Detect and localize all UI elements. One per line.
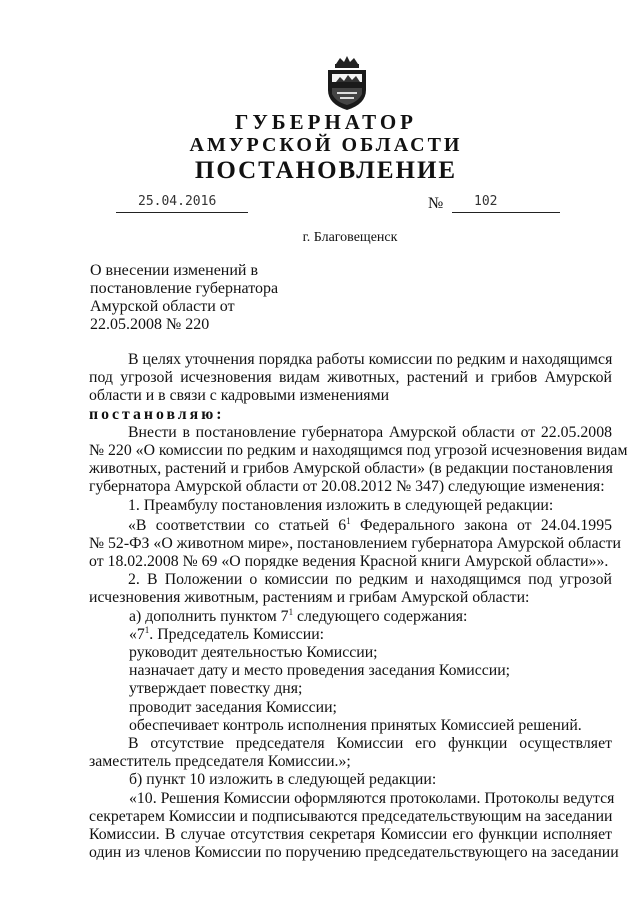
body-text: Федерального закона от 24.04.1995 [350,516,612,534]
body-line: 1. Преамбулу постановления изложить в следующей редакции: [128,496,554,514]
city-label: г. Благовещенск [302,230,398,245]
body-line [89,626,612,644]
body-line: В целях уточнения порядка работы комиссии по редким и находящимся [128,351,613,368]
body-line: б) пункт 10 изложить в следующей редакции: [129,771,437,789]
document-subject [90,262,278,334]
body-line: № 220 «О комиссии по редким и находящимся под угрозой исчезновения видам [89,441,628,459]
body-line: заместитель председателя Комиссии.»; [89,753,351,771]
body-line: от 18.02.2008 № 69 «О порядке ведения Красной книги Амурской области»». [89,553,609,571]
body-line: Комиссии. В случае отсутствия секретаря Комиссии его функции исполняет [89,825,612,843]
superscript: 1 [144,624,150,635]
body-line: под угрозой исчезновения видам животных, растений и грибов Амурской [89,369,612,387]
body-line: 2. В Положении о комиссии по редким и находящимся под угрозой [128,571,612,589]
document-body [89,351,628,862]
coat-of-arms-icon [322,54,372,112]
number-sign: № [428,195,444,212]
governor-heading: ГУБЕРНАТОР [234,110,418,134]
body-line: проводит заседания Комиссии; [129,698,337,716]
body-line: назначает дату и место проведения заседания Комиссии; [129,662,511,680]
body-line: губернатора Амурской области от 20.08.2012 № 347) следующие изменения: [89,478,605,496]
body-line: один из членов Комиссии по поручению председательствующего на заседании [89,844,619,862]
body-line: «10. Решения Комиссии оформляются протоколами. Протоколы ведутся [129,789,615,807]
body-line: руководит деятельностью Комиссии; [129,644,378,661]
subject-line: постановление губернатора [90,280,279,297]
date-underline [116,212,248,213]
document-number: 102 [474,194,498,209]
number-underline [452,212,560,213]
subject-line: О внесении изменений в [90,262,259,279]
body-text: «В соответствии со статьей 6 [128,516,347,534]
body-line: исчезновения животным, растениям и грибам Амурской области: [89,589,530,607]
body-line: утверждает повестку дня; [129,680,303,698]
body-line [89,608,612,626]
document-type-heading: ПОСТАНОВЛЕНИЕ [194,157,458,184]
body-line: № 52-ФЗ «О животном мире», постановлением губернатора Амурской области [89,534,621,552]
subject-line: 22.05.2008 № 220 [90,316,210,333]
body-text: . Председатель Комиссии: [149,625,325,643]
body-text: следующего содержания: [293,607,468,625]
body-line: животных, растений и грибов Амурской области» (в редакции постановления [89,460,613,478]
body-line: секретарем Комиссии и подписываются председательствующим на заседании [89,807,613,825]
body-line: обеспечивает контроль исполнения принятых Комиссией решений. [129,716,582,734]
superscript: 1 [288,606,294,617]
region-heading: АМУРСКОЙ ОБЛАСТИ [189,134,463,156]
body-text: «7 [129,625,145,643]
body-line: Внести в постановление губернатора Амурской области от 22.05.2008 [128,423,612,441]
subject-line: Амурской области от [90,298,235,315]
superscript: 1 [346,515,351,526]
document-date: 25.04.2016 [138,194,217,209]
body-line: В отсутствие председателя Комиссии его функции осуществляет [128,734,612,752]
body-line [89,517,612,535]
resolve-word: постановляю: [89,405,225,423]
body-text: а) дополнить пунктом 7 [129,607,289,625]
body-line: области и в связи с кадровыми изменениями [89,387,390,405]
